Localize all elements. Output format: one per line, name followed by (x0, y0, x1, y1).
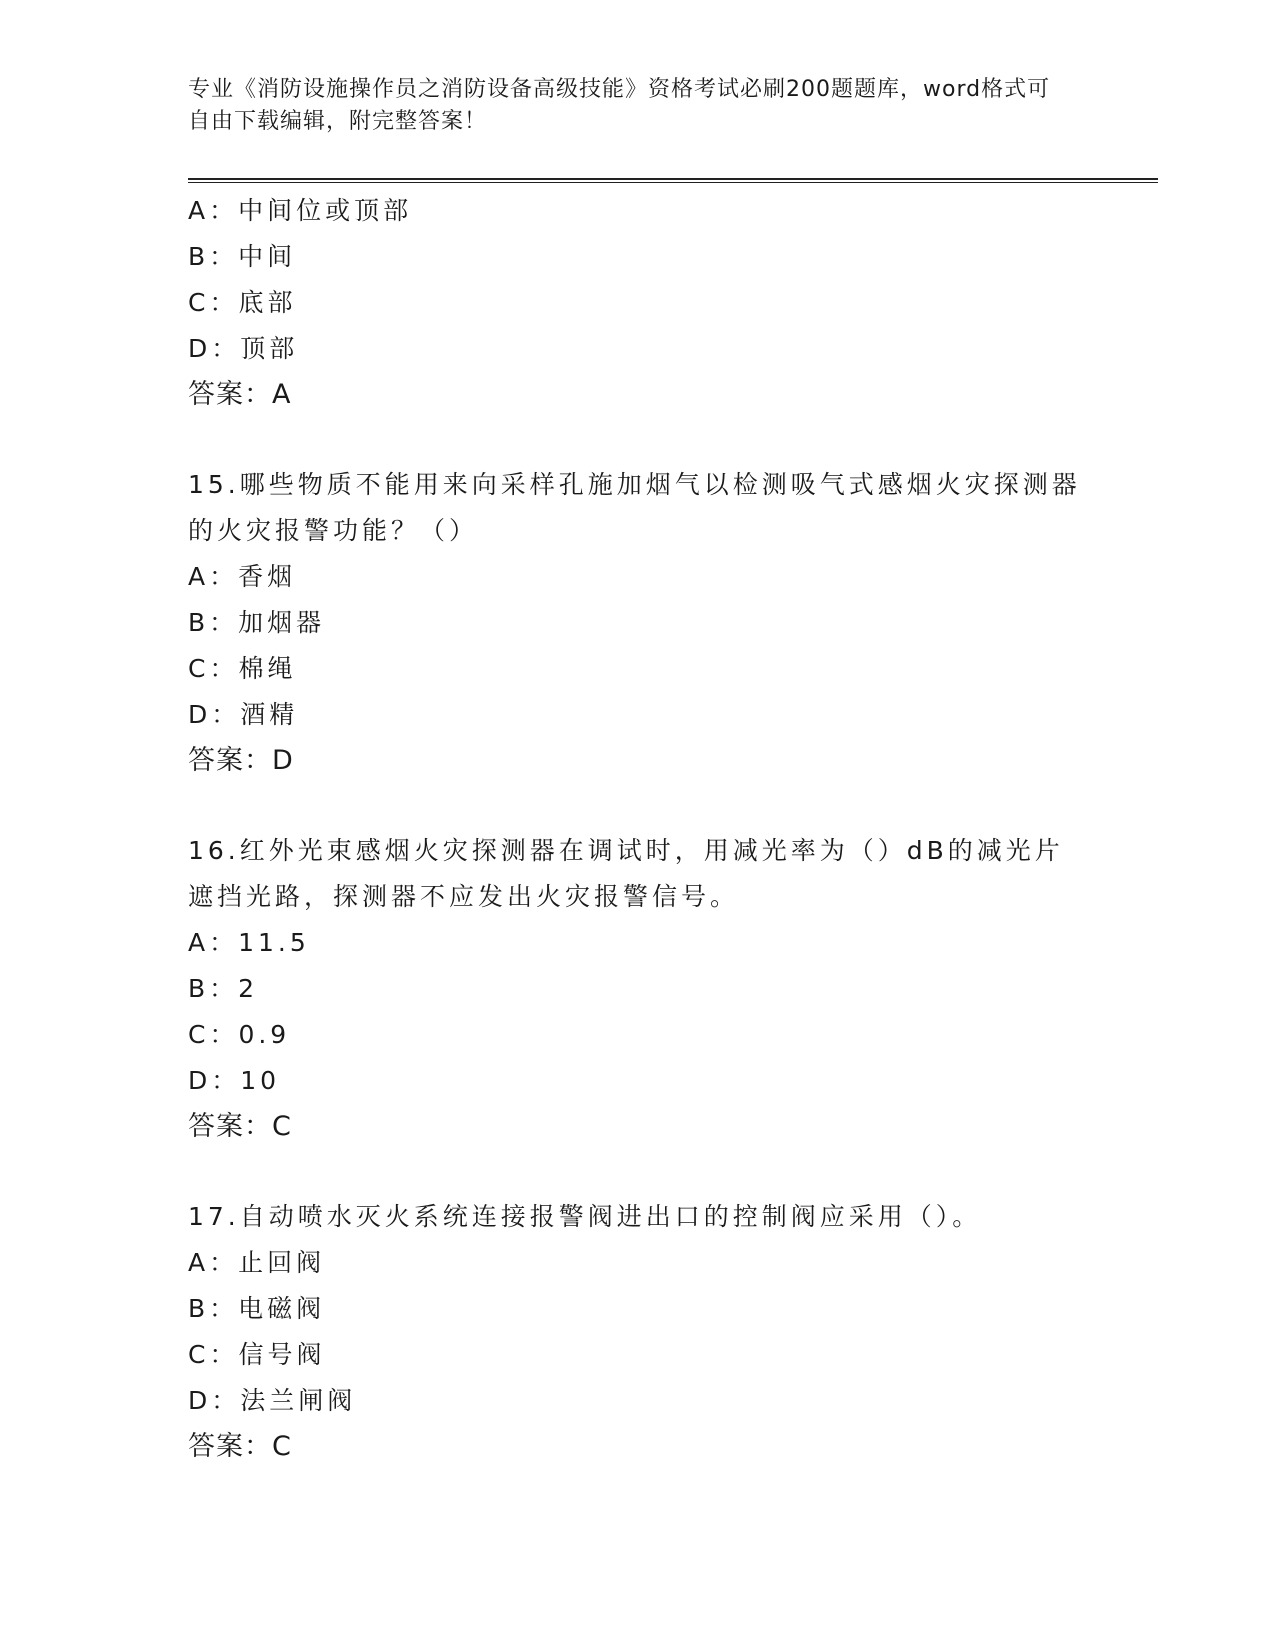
question-list (188, 188, 1088, 1470)
question-16 (188, 828, 1088, 1150)
document-header: 专业《消防设施操作员之消防设备高级技能》资格考试必刷200题题库，word格式可自由下载编辑，附完整答案！ (188, 77, 1051, 134)
option-a: A：止回阀 (188, 1248, 326, 1277)
option-c: C：棉绳 (188, 654, 297, 683)
answer-line: 答案：C (188, 1111, 292, 1142)
question-stem: 16.红外光束感烟火灾探测器在调试时，用减光率为（）dB的减光片遮挡光路，探测器不应发出火灾报警信号。 (188, 836, 1064, 911)
option-d: D：法兰闸阀 (188, 1386, 357, 1415)
answer-line: 答案：D (188, 745, 294, 776)
option-b: B：加烟器 (188, 608, 326, 637)
option-b: B：中间 (188, 242, 297, 271)
question-14-continued (188, 188, 1088, 418)
question-15 (188, 462, 1088, 784)
question-stem: 15.哪些物质不能用来向采样孔施加烟气以检测吸气式感烟火灾探测器的火灾报警功能？（） (188, 470, 1081, 545)
question-17 (188, 1194, 1088, 1470)
answer-line: 答案：A (188, 379, 292, 410)
option-d: D：酒精 (188, 700, 299, 729)
option-d: D：10 (188, 1066, 281, 1095)
question-stem: 17.自动喷水灭火系统连接报警阀进出口的控制阀应采用（）。 (188, 1202, 982, 1231)
option-c: C：0.9 (188, 1020, 291, 1049)
option-b: B：2 (188, 974, 259, 1003)
option-c: C：底部 (188, 288, 297, 317)
option-a: A：中间位或顶部 (188, 196, 413, 225)
option-a: A：11.5 (188, 928, 310, 957)
header-divider (188, 178, 1158, 183)
option-c: C：信号阀 (188, 1340, 326, 1369)
answer-line: 答案：C (188, 1431, 292, 1462)
option-d: D：顶部 (188, 334, 299, 363)
option-b: B：电磁阀 (188, 1294, 326, 1323)
option-a: A：香烟 (188, 562, 297, 591)
